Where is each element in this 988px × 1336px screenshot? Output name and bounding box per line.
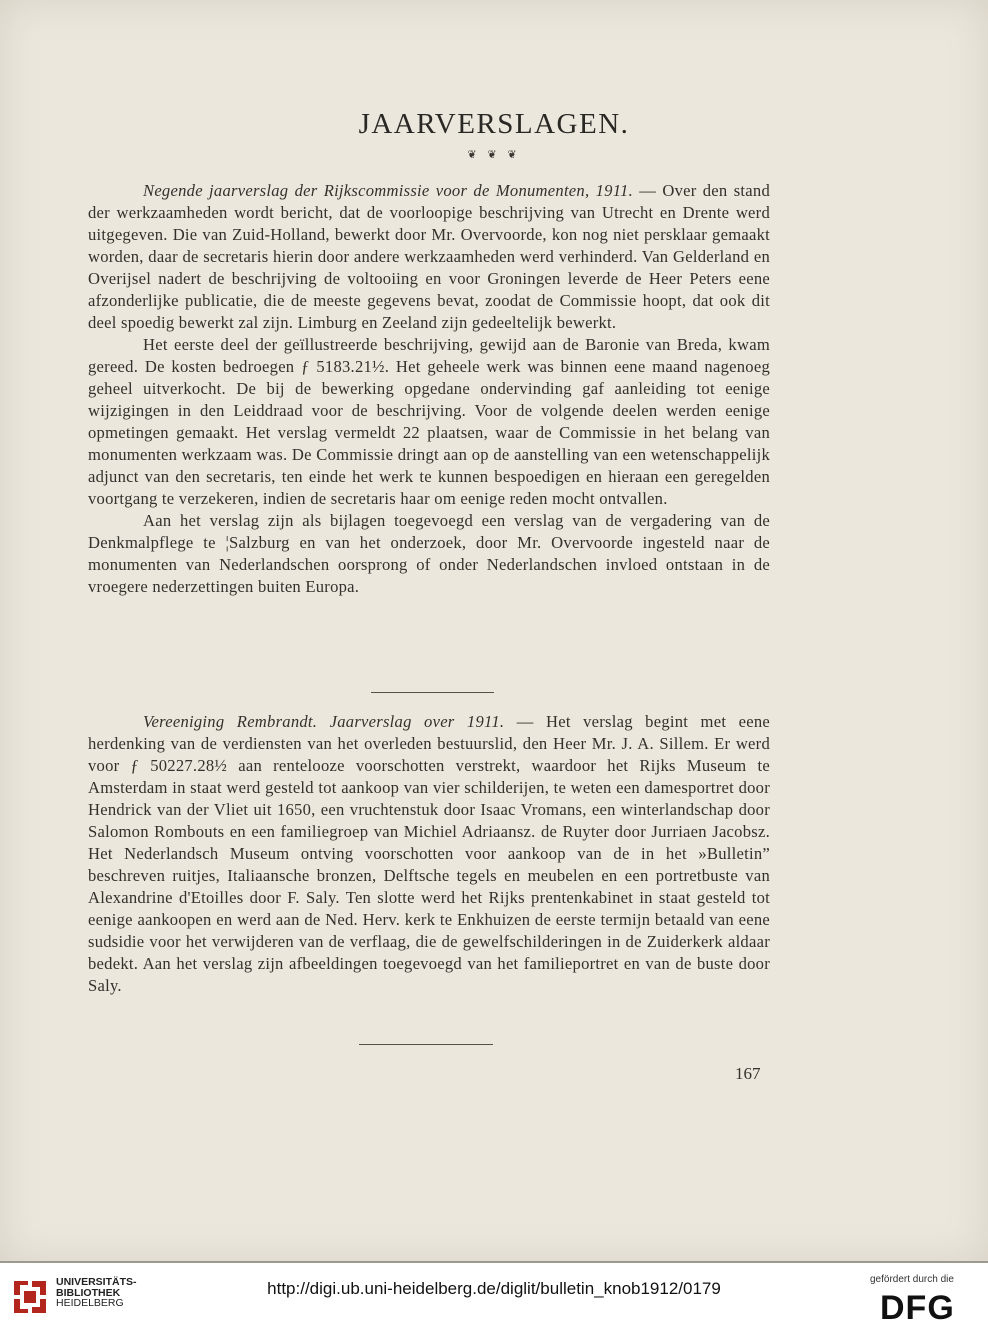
section-lead: Negende jaarverslag der Rijkscommissie voor de Monumenten, 1911. xyxy=(143,181,633,200)
footer-bar xyxy=(0,1263,988,1336)
section-lead: Vereeniging Rembrandt. Jaarverslag over 1911. xyxy=(143,712,505,731)
library-name-line: BIBLIOTHEK xyxy=(56,1286,121,1299)
section-rijkscommissie xyxy=(88,180,770,598)
paragraph: Aan het verslag zijn als bijlagen toegevoegd een verslag van de vergadering van de Denkmalpflege te ¦Salzburg en van het onderzoek, door Mr. Overvoorde ingesteld naar de monumenten van Nederlandschen oorsprong of onder Nederlandschen invloed ontstaan in de vroegere nederzettingen buiten Europa. xyxy=(88,511,770,596)
paragraph-text: — Het verslag begint met eene herdenking van de verdiensten van het overleden bestuurslid, den Heer Mr. J. A. Sillem. Er werd voor ƒ 50227.28½ aan rentelooze voorschotten verstrekt, waardoor het Rijks Museum te Amsterdam in staat werd gesteld tot aankoop van vier schilderijen, te weten een damesportret door Hendrick van der Vliet uit 1650, een vruchtenstuk door Isaac Vromans, een winterlandschap door Salomon Rombouts en een familiegroep van Michiel Adriaansz. de Ruyter door Jurriaen Jacobsz. Het Nederlandsch Museum ontving voorschotten voor aankoop van de in het »Bulletin” beschreven ruitjes, Italiaansche bronzen, Delftsche tegels en meubelen en een portretbuste van Alexandrine d'Etoilles door F. Saly. Ten slotte werd het Rijks prentenkabinet in staat gesteld tot eenige aankoopen en werd aan de Ned. Herv. kerk te Enkhuizen de eerste termijn betaald van eene sudsidie voor het verwijderen van de verflaag, die de gewelfschilderingen in de Zuiderkerk aldaar bedekt. Aan het verslag zijn afbeeldingen toegevoegd van het familieportret en van de buste door Saly. xyxy=(88,712,770,995)
section-divider xyxy=(371,692,494,693)
page-number: 167 xyxy=(735,1064,761,1083)
ornament-divider: ❦ ❦ ❦ xyxy=(467,149,521,161)
paragraph xyxy=(88,180,770,334)
source-url-link[interactable]: http://digi.ub.uni-heidelberg.de/diglit/bulletin_knob1912/0179 xyxy=(267,1279,721,1298)
library-name-line: HEIDELBERG xyxy=(56,1297,124,1309)
paragraph-text: — Over den stand der werkzaamheden wordt bericht, dat de voorloopige beschrijving van Utrecht en Drente werd uitgegeven. Die van Zuid-Holland, bewerkt door Mr. Overvoorde, kon nog niet persklaar gemaakt worden, daar de secretaris hierin door andere werkzaamheden werd verhinderd. Van Gelderland en Overijsel nadert de beschrijving de voltooiing en voor Groningen leverde de Heer Peters eene afzonderlijke publicatie, die de meeste gegevens bevat, zoodat de Commissie hoopt, dat ook dit deel spoedig bewerkt zal zijn. Limburg en Zeeland zijn gedeeltelijk bewerkt. xyxy=(88,181,770,332)
end-divider xyxy=(359,1044,493,1045)
dfg-logo: DFG xyxy=(880,1289,955,1327)
paragraph: Het eerste deel der geïllustreerde beschrijving, gewijd aan de Baronie van Breda, kwam gereed. De kosten bedroegen ƒ 5183.21½. Het geheele werk was binnen eene maand nagenoeg geheel uitverkocht. De bij de bewerking opgedane ondervinding gaf aanleiding tot eenige wijzigingen in den Leiddraad voor de beschrijving. Voor de volgende deelen werden eenige opmetingen gemaakt. Het verslag vermeldt 22 plaatsen, waar de Commissie in het belang van monumenten werkzaam was. De Commissie dringt aan op de aanstelling van een wetenschappelijk adjunct van den secretaris, ten einde het werk te kunnen bespoedigen en hieraan een geregelden voortgang te verzekeren, indien de secretaris haar om eenige reden mocht ontvallen. xyxy=(88,335,770,508)
page-title: JAARVERSLAGEN. xyxy=(358,108,630,140)
library-name-line: UNIVERSITÄTS- xyxy=(56,1276,137,1288)
paragraph xyxy=(88,711,770,997)
section-rembrandt xyxy=(88,711,770,997)
funding-label: gefördert durch die xyxy=(870,1274,954,1285)
